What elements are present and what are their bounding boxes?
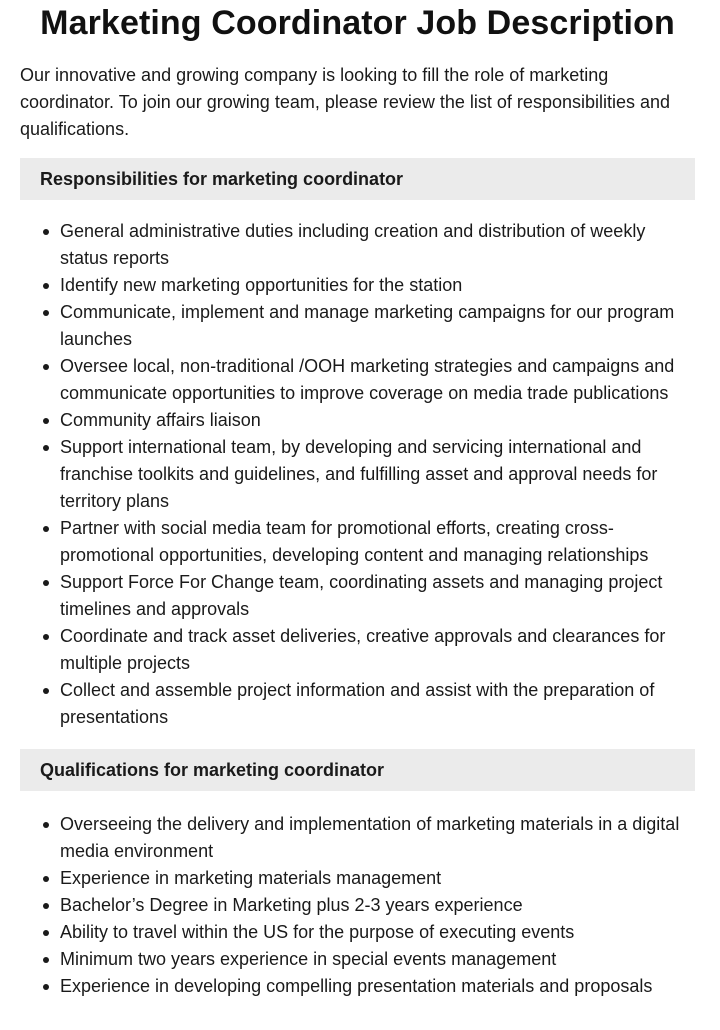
list-item: Overseeing the delivery and implementation of marketing materials in a digital media environment — [60, 811, 695, 865]
qualifications-list — [20, 811, 695, 1000]
list-item: Collect and assemble project information and assist with the preparation of presentations — [60, 677, 695, 731]
list-item: Experience in developing compelling presentation materials and proposals — [60, 973, 695, 1000]
list-item: Experience in marketing materials management — [60, 865, 695, 892]
list-item: Support international team, by developing and servicing international and franchise toolkits and guidelines, and fulfilling asset and approval needs for territory plans — [60, 434, 695, 515]
list-item: Identify new marketing opportunities for the station — [60, 272, 695, 299]
list-item: Oversee local, non-traditional /OOH marketing strategies and campaigns and communicate opportunities to improve coverage on media trade publications — [60, 353, 695, 407]
list-item: Coordinate and track asset deliveries, creative approvals and clearances for multiple projects — [60, 623, 695, 677]
list-item: Support Force For Change team, coordinating assets and managing project timelines and approvals — [60, 569, 695, 623]
list-item: Bachelor’s Degree in Marketing plus 2-3 years experience — [60, 892, 695, 919]
page-title: Marketing Coordinator Job Description — [40, 4, 675, 42]
list-item: Communicate, implement and manage marketing campaigns for our program launches — [60, 299, 695, 353]
qualifications-heading: Qualifications for marketing coordinator — [20, 749, 695, 791]
intro-paragraph: Our innovative and growing company is looking to fill the role of marketing coordinator. To join our growing team, please review the list of responsibilities and qualifications. — [20, 65, 671, 139]
list-item: General administrative duties including creation and distribution of weekly status reports — [60, 218, 695, 272]
list-item: Ability to travel within the US for the purpose of executing events — [60, 919, 695, 946]
responsibilities-heading: Responsibilities for marketing coordinator — [20, 158, 695, 200]
responsibilities-list — [20, 218, 695, 731]
list-item: Community affairs liaison — [60, 407, 695, 434]
list-item: Minimum two years experience in special events management — [60, 946, 695, 973]
list-item: Partner with social media team for promotional efforts, creating cross-promotional opportunities, developing content and managing relationships — [60, 515, 695, 569]
